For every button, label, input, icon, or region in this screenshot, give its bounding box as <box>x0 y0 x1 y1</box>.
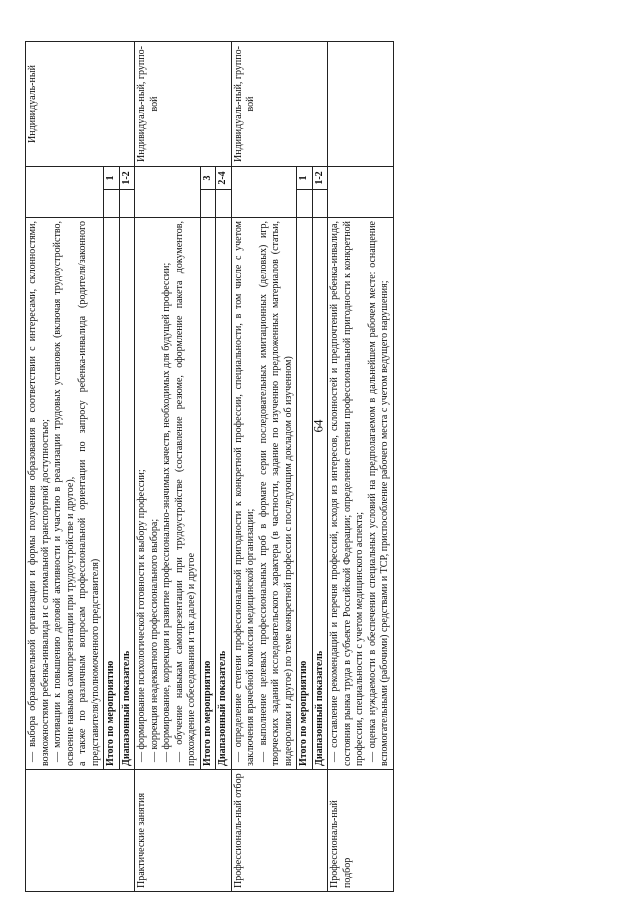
table-row <box>26 42 104 892</box>
range-value: 1-2 <box>119 167 135 190</box>
form-cell: Индивидуаль-ный, группо-вой <box>135 42 232 167</box>
range-label: Диапазонный показатель <box>119 218 135 770</box>
table-row <box>216 42 232 892</box>
activity-content-cell <box>231 218 297 770</box>
activity-content-cell <box>135 218 201 770</box>
activity-name-cell: Профессиональ-ный отбор <box>231 770 328 892</box>
form-cell: Индивидуаль-ный <box>26 42 135 167</box>
activity-content-cell <box>26 218 104 770</box>
table-row <box>297 42 313 892</box>
list-item: а также по различным вопросам профессиональной ориентации по запросу ребенка-инвалида (родителя/законного представителя/уполномоченного представителя) <box>77 221 101 766</box>
total-value: 3 <box>200 167 216 190</box>
list-item: — мотивации к повышению деловой активности и участию в реализации трудовых установок (включая трудоустройство, освоение навыков самопрезентации при трудоустройстве и другое), <box>52 221 76 766</box>
total-label: Итого по мероприятию <box>297 218 313 770</box>
activity-name-cell: Профессиональ-ный подбор <box>328 770 394 892</box>
range-value: 2-4 <box>216 167 232 190</box>
rehabilitation-table <box>25 42 425 892</box>
table-row <box>200 42 216 892</box>
table-row <box>312 42 328 892</box>
list-item: — формирование, коррекция и развитие профессионально-значимых качеств, необходимых для будущей профессии; <box>161 262 172 762</box>
activity-content-cell <box>328 218 394 770</box>
list-item: — оценка нуждаемости в обеспечении специальных условий на предполагаемом в дальнейшем рабочем месте: оснащение вспомогательными (рабочими) средствами и ТСР, приспособление рабочего места с учетом ведущего нарушения; <box>366 221 390 766</box>
list-item: — обучение навыкам самопрезентации при трудоустройстве (составление резюме, оформление пакета документов, прохождение собеседования и так далее) и другое <box>173 221 197 766</box>
form-cell: Индивидуаль-ный, группо-вой <box>231 42 328 167</box>
table-row <box>135 42 201 892</box>
range-value: 1-2 <box>312 167 328 190</box>
page-number: 64 <box>310 419 326 433</box>
list-item: — формирование психологической готовности к выбору профессии; <box>136 469 147 762</box>
table-row <box>119 42 135 892</box>
list-item: — определение степени профессиональной пригодности к конкретной профессии, специальности, в том числе с учетом заключения врачебной комиссии медицинской организации; <box>232 221 256 766</box>
activity-name-cell <box>26 770 135 892</box>
table-row <box>104 42 120 892</box>
total-label: Итого по мероприятию <box>200 218 216 770</box>
list-item: — выполнение целевых профессиональных проб в формате серии последовательных имитационных (деловых) игр, творческих заданий исследовательского характера (в частности, задание по изученню предложенных материалов (статьи, видеоролики и другое) по теме конкретной профессии с последующим докладом об изученном) <box>257 221 294 766</box>
total-label: Итого по мероприятию <box>104 218 120 770</box>
range-label: Диапазонный показатель <box>312 218 328 770</box>
table-row <box>328 42 394 892</box>
list-item: — выбора образовательной организации и формы получения образования в соответствии с интересами, склонностями, возможностями ребенка-инвалида и с оптимальной транспортной доступностью; <box>27 221 51 766</box>
table-row <box>231 42 297 892</box>
total-value: 1 <box>104 167 120 190</box>
activity-name-cell: Практические занятия <box>135 770 232 892</box>
total-value: 1 <box>297 167 313 190</box>
range-label: Диапазонный показатель <box>216 218 232 770</box>
list-item: — коррекция неадекватного профессионального выбора; <box>148 518 160 762</box>
list-item: — составление рекомендаций и перечня профессий, исходя из интересов, склонностей и предпочтений ребенка-инвалида, состояния рынка труда в субъекте Российской Федерации; определение степени профессиональной пригодности к конкретной профессии, специальности с учетом медицинского аспекта; <box>329 221 365 766</box>
